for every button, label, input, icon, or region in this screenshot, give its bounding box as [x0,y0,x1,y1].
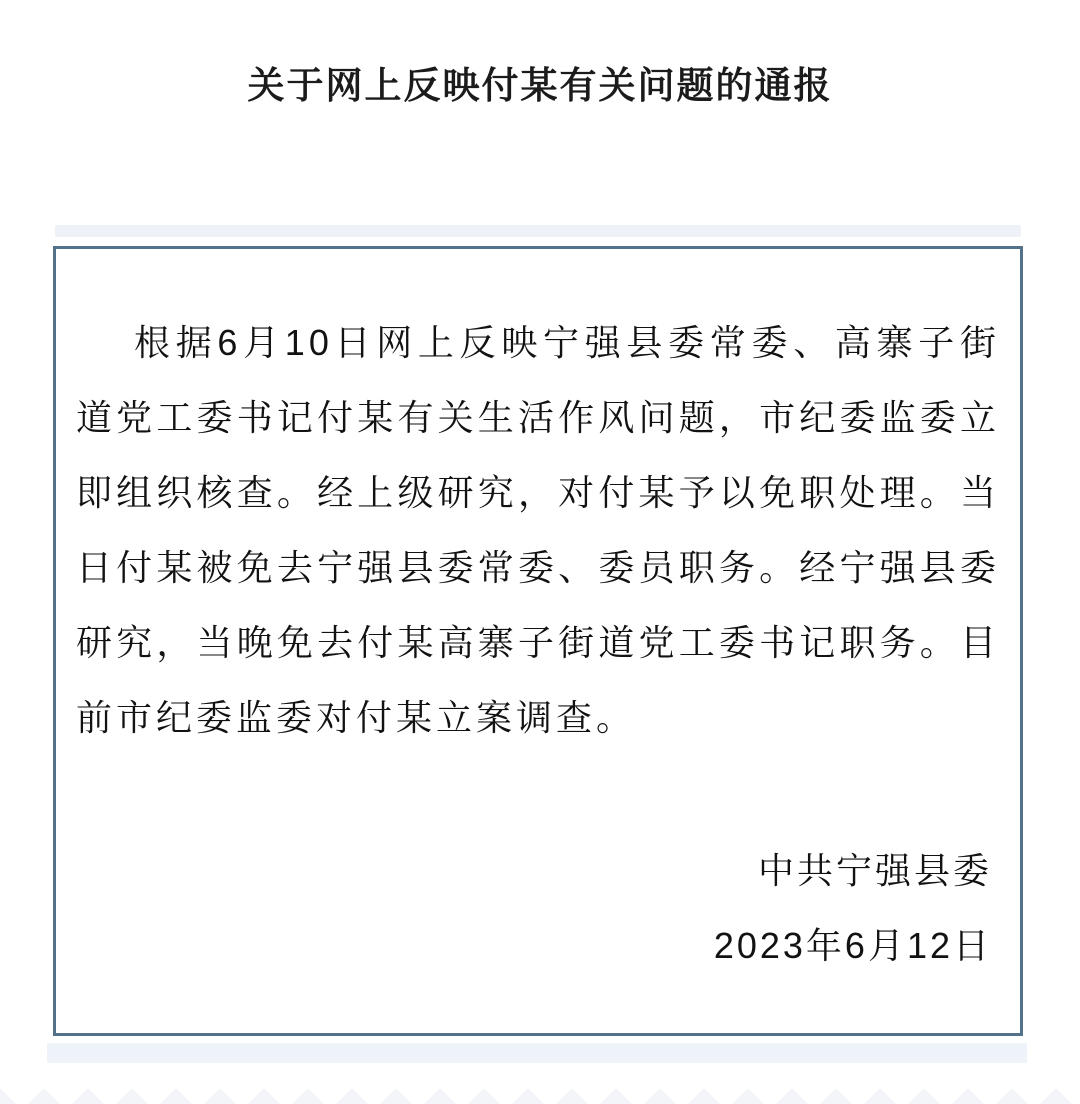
notice-box [53,246,1023,1036]
notice-date: 2023年6月12日 [713,925,992,966]
notice-signoff [56,833,1020,983]
bottom-band-divider [47,1043,1027,1063]
notice-body-paragraph: 根据6月10日网上反映宁强县委常委、高寨子街道党工委书记付某有关生活作风问题，市纪委监委立即组织核查。经上级研究，对付某予以免职处理。当日付某被免去宁强县委常委、委员职务。经宁强县委研究，当晚免去付某高寨子街道党工委书记职务。目前市纪委监委对付某立案调查。 [76,322,1000,738]
top-band-divider [55,225,1021,237]
notice-signature: 中共宁强县委 [757,850,992,891]
scalloped-edge-decoration [0,1086,1080,1104]
notice-title: 关于网上反映付某有关问题的通报 [247,65,833,106]
